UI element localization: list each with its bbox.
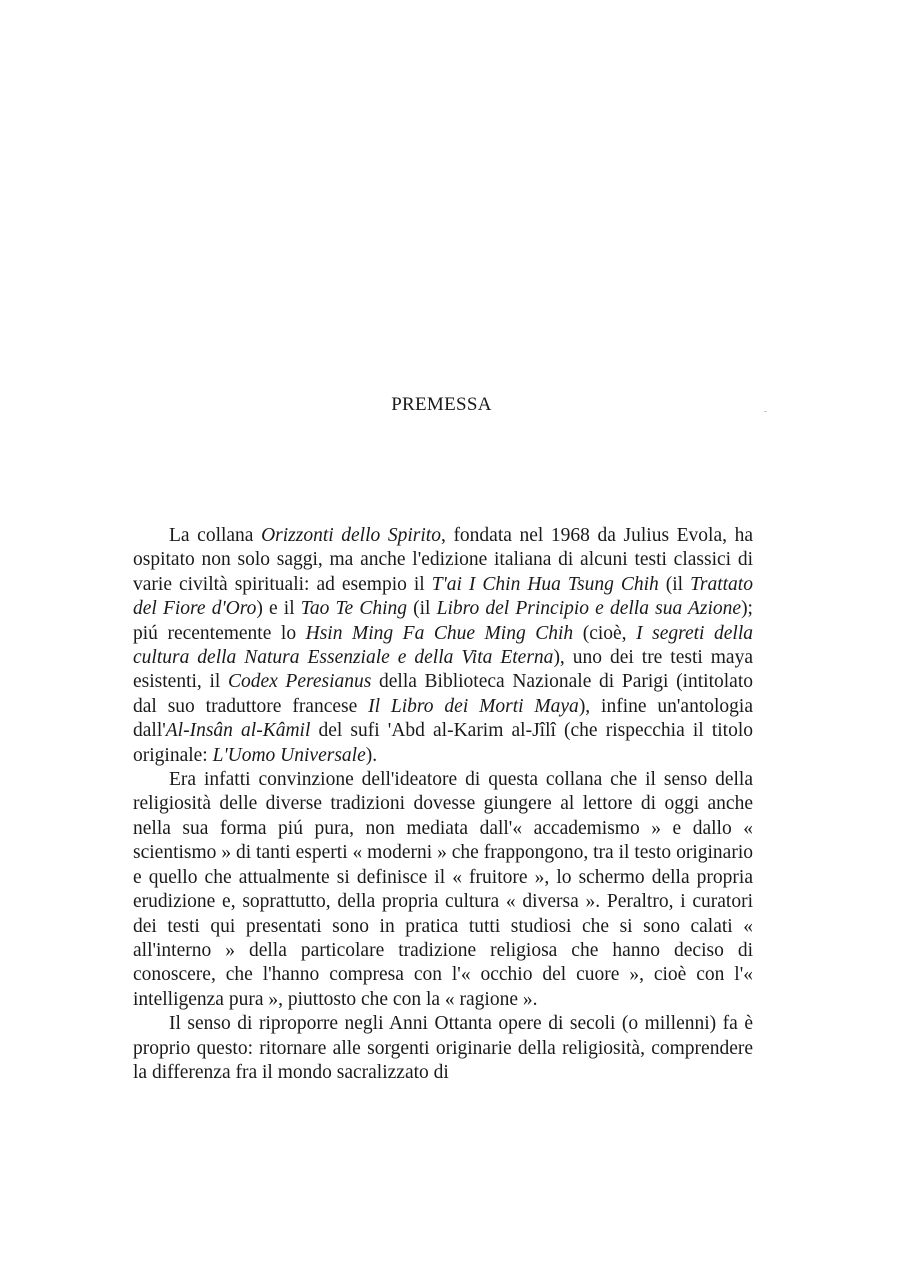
paragraph-text: della Biblioteca Nazionale di Parigi (intitolato dal suo traduttore francese: [133, 671, 753, 717]
italic-title-text: Trattato del Fiore d'Oro: [133, 573, 753, 620]
italic-title-text: L'Uomo Universale: [212, 744, 366, 766]
paragraph-text: (il: [658, 573, 691, 595]
italic-title-text: I segreti della cultura della Natura Essenziale e della Vita Eterna: [133, 622, 753, 669]
paragraph-text: ), infine un'antologia dall': [133, 695, 753, 742]
paragraph-text: (cioè,: [573, 622, 637, 644]
italic-title-text: T'ai I Chin Hua Tsung Chih: [431, 573, 659, 595]
paragraph-text: (il: [407, 598, 437, 620]
paragraph-text: ), uno dei tre testi maya esistenti, il: [133, 647, 753, 693]
paragraph-text: del sufi 'Abd al-Karim al-Jîlî (che rispecchia il titolo originale:: [133, 720, 753, 766]
italic-title-text: Orizzonti dello Spirito: [261, 525, 441, 546]
page-title: PREMESSA: [391, 394, 492, 415]
paragraph-text: ) e il: [256, 598, 301, 620]
italic-title-text: Libro del Principio e della sua Azione: [436, 598, 742, 620]
scan-speck: [764, 411, 767, 412]
paragraph-1: [133, 524, 753, 768]
italic-title-text: Tao Te Ching: [300, 598, 407, 620]
paragraph-3: [133, 1012, 753, 1085]
body-text: [133, 524, 753, 1085]
paragraph-2: [133, 768, 753, 1012]
italic-title-text: Hsin Ming Fa Chue Ming Chih: [305, 622, 574, 644]
paragraph-text: ); piú recentemente lo: [133, 598, 753, 644]
paragraph-text: ).: [365, 744, 378, 766]
paragraph-text: , fondata nel 1968 da Julius Evola, ha ospitato non solo saggi, ma anche l'edizione italiana di alcuni testi classici di varie civiltà spirituali: ad esempio il: [133, 525, 754, 595]
italic-title-text: Il Libro dei Morti Maya: [368, 695, 579, 717]
paragraph-text: Era infatti convinzione dell'ideatore di questa collana che il senso della religiosità delle diverse tradizioni dovesse giungere al lettore di oggi anche nella sua forma piú pura, non mediata dall'« accademismo » e dallo « scientismo » di tanti esperti « moderni » che frappongono, tra il testo originario e quello che attualmente si definisce il « fruitore », lo schermo della propria erudizione e, soprattutto, della propria cultura « diversa ». Peraltro, i curatori dei testi qui presentati sono in pratica tutti studiosi che si sono calati « all'interno » della particolare tradizione religiosa che hanno deciso di conoscere, che l'hanno compresa con l'« occhio del cuore », cioè con l'« intelligenza pura », piuttosto che con la « ragione ».: [133, 769, 753, 1010]
italic-title-text: Codex Peresianus: [227, 671, 372, 693]
paragraph-text: Il senso di riproporre negli Anni Ottanta opere di secoli (o millenni) fa è proprio questo: ritornare alle sorgenti originarie della religiosità, comprendere la differenza fra il mondo sacralizzato di: [133, 1013, 753, 1083]
italic-title-text: Al-Insân al-Kâmil: [165, 720, 311, 742]
paragraph-text: La collana: [169, 525, 262, 546]
